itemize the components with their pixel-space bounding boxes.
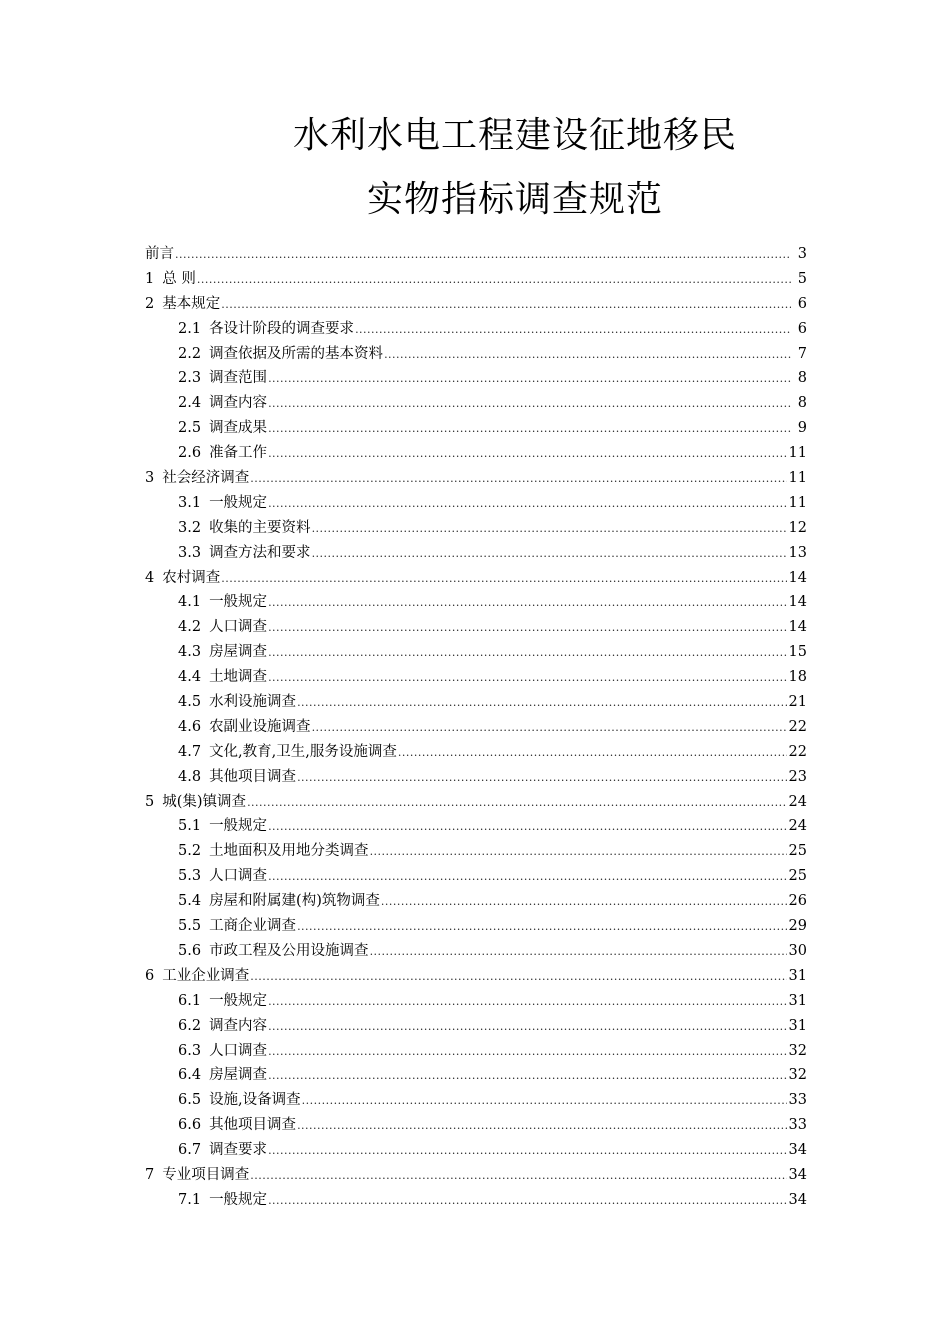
toc-entry-number: 2	[145, 295, 155, 312]
toc-dot-leader	[268, 665, 786, 690]
toc-entry-number: 4.7	[178, 743, 202, 760]
toc-entry-number: 4.8	[178, 768, 202, 785]
toc-entry-page: 25	[788, 868, 807, 885]
toc-entry-page: 6	[797, 320, 807, 337]
toc-entry-page: 11	[788, 494, 807, 511]
toc-entry-page: 8	[797, 395, 807, 412]
toc-entry-page: 33	[788, 1092, 807, 1109]
document-title-line1: 水利水电工程建设征地移民	[292, 115, 737, 156]
toc-entry[interactable]	[145, 615, 807, 640]
toc-entry-label: 房屋调查	[209, 1067, 268, 1084]
toc-dot-leader	[268, 989, 786, 1014]
toc-dot-leader	[250, 1163, 786, 1188]
toc-entry-label: 农村调查	[162, 569, 221, 586]
toc-entry[interactable]	[145, 391, 807, 416]
toc-entry-label: 人口调查	[209, 868, 268, 885]
document-title-line2: 实物指标调查规范	[366, 179, 663, 220]
toc-entry-number: 4.4	[178, 669, 202, 686]
toc-entry-label: 基本规定	[162, 295, 221, 312]
toc-entry-label: 城(集)镇调查	[162, 793, 247, 810]
toc-dot-leader	[268, 366, 791, 391]
toc-entry-page: 26	[788, 893, 807, 910]
toc-entry[interactable]	[145, 814, 807, 839]
toc-entry-label: 调查要求	[209, 1142, 268, 1159]
toc-entry-label: 收集的主要资料	[209, 519, 311, 536]
toc-entry[interactable]	[145, 790, 807, 815]
toc-entry-label: 调查内容	[209, 395, 268, 412]
toc-entry-page: 8	[797, 370, 807, 387]
toc-entry[interactable]	[145, 715, 807, 740]
toc-dot-leader	[381, 889, 787, 914]
toc-entry[interactable]	[145, 1039, 807, 1064]
toc-entry[interactable]	[145, 292, 807, 317]
toc-entry[interactable]	[145, 1188, 807, 1213]
toc-entry[interactable]	[145, 740, 807, 765]
toc-entry-number: 6.3	[178, 1042, 202, 1059]
toc-entry-label: 文化,教育,卫生,服务设施调查	[209, 743, 397, 760]
toc-entry-page: 21	[788, 694, 807, 711]
toc-entry[interactable]	[145, 366, 807, 391]
toc-dot-leader	[355, 317, 791, 342]
toc-dot-leader	[297, 690, 786, 715]
toc-dot-leader	[268, 1014, 786, 1039]
toc-dot-leader	[247, 790, 786, 815]
toc-entry-label: 各设计阶段的调查要求	[209, 320, 355, 337]
toc-entry-label: 调查范围	[209, 370, 268, 387]
toc-entry[interactable]	[145, 491, 807, 516]
toc-entry[interactable]	[145, 416, 807, 441]
toc-entry[interactable]	[145, 590, 807, 615]
toc-entry-page: 22	[788, 718, 807, 735]
toc-entry[interactable]	[145, 317, 807, 342]
toc-dot-leader	[398, 740, 787, 765]
toc-dot-leader	[268, 1063, 786, 1088]
toc-dot-leader	[297, 1113, 786, 1138]
toc-entry-page: 34	[788, 1142, 807, 1159]
toc-entry-label: 农副业设施调查	[209, 718, 311, 735]
toc-entry-page: 14	[788, 569, 807, 586]
toc-entry-page: 24	[788, 793, 807, 810]
toc-entry-number: 5.2	[178, 843, 202, 860]
toc-entry-page: 5	[797, 270, 807, 287]
toc-dot-leader	[268, 615, 786, 640]
toc-entry[interactable]	[145, 665, 807, 690]
toc-entry-label: 一般规定	[209, 992, 268, 1009]
toc-dot-leader	[297, 914, 786, 939]
toc-entry-number: 3.2	[178, 519, 202, 536]
toc-entry-number: 2.6	[178, 445, 202, 462]
toc-entry-label: 准备工作	[209, 445, 268, 462]
toc-entry-number: 6.5	[178, 1092, 202, 1109]
toc-entry-number: 7	[145, 1166, 155, 1183]
toc-dot-leader	[221, 566, 786, 591]
toc-entry-label: 专业项目调查	[162, 1166, 250, 1183]
toc-entry-label: 房屋和附属建(构)筑物调查	[209, 893, 380, 910]
toc-entry-page: 14	[788, 594, 807, 611]
toc-entry-page: 3	[797, 246, 807, 262]
toc-entry-label: 前言	[145, 246, 174, 262]
toc-entry-label: 一般规定	[209, 494, 268, 511]
toc-entry-label: 人口调查	[209, 1042, 268, 1059]
toc-dot-leader	[268, 1039, 786, 1064]
toc-entry-number: 4.6	[178, 718, 202, 735]
toc-entry-page: 22	[788, 743, 807, 760]
toc-entry[interactable]	[145, 541, 807, 566]
toc-entry-number: 2.4	[178, 395, 202, 412]
toc-entry[interactable]	[145, 466, 807, 491]
toc-entry-number: 5	[145, 793, 155, 810]
toc-entry-number: 5.6	[178, 942, 202, 959]
toc-entry-page: 31	[788, 967, 807, 984]
toc-entry-page: 32	[788, 1042, 807, 1059]
toc-entry-number: 5.3	[178, 868, 202, 885]
toc-entry-label: 市政工程及公用设施调查	[209, 942, 369, 959]
toc-entry-number: 2.3	[178, 370, 202, 387]
toc-dot-leader	[197, 267, 791, 292]
toc-entry-label: 土地调查	[209, 669, 268, 686]
toc-entry-page: 25	[788, 843, 807, 860]
toc-entry-number: 6.1	[178, 992, 202, 1009]
toc-dot-leader	[268, 491, 786, 516]
toc-dot-leader	[370, 939, 787, 964]
toc-entry-number: 2.2	[178, 345, 202, 362]
toc-entry-number: 6.7	[178, 1142, 202, 1159]
toc-entry-page: 15	[788, 644, 807, 661]
toc-entry[interactable]	[145, 1138, 807, 1163]
toc-entry-page: 12	[788, 519, 807, 536]
toc-entry[interactable]	[145, 989, 807, 1014]
toc-entry-label: 调查方法和要求	[209, 544, 311, 561]
toc-entry-label: 工业企业调查	[162, 967, 250, 984]
toc-entry-label: 一般规定	[209, 1191, 268, 1208]
toc-entry-number: 6.4	[178, 1067, 202, 1084]
toc-entry-number: 4.5	[178, 694, 202, 711]
toc-entry-page: 30	[788, 942, 807, 959]
toc-dot-leader	[268, 814, 786, 839]
toc-dot-leader	[250, 466, 786, 491]
toc-entry-number: 2.1	[178, 320, 202, 337]
toc-entry[interactable]	[145, 1063, 807, 1088]
toc-entry-page: 23	[788, 768, 807, 785]
toc-entry-number: 3.3	[178, 544, 202, 561]
toc-dot-leader	[312, 715, 787, 740]
toc-entry[interactable]	[145, 640, 807, 665]
toc-entry[interactable]	[145, 1088, 807, 1113]
toc-dot-leader	[268, 416, 791, 441]
toc-entry-page: 29	[788, 918, 807, 935]
toc-entry-label: 水利设施调查	[209, 694, 297, 711]
toc-entry-page: 14	[788, 619, 807, 636]
toc-entry[interactable]	[145, 939, 807, 964]
toc-entry[interactable]	[145, 342, 807, 367]
toc-entry-page: 34	[788, 1166, 807, 1183]
toc-dot-leader	[268, 864, 786, 889]
toc-entry[interactable]	[145, 889, 807, 914]
toc-dot-leader	[312, 541, 787, 566]
toc-entry-page: 9	[797, 420, 807, 437]
toc-entry-number: 4.1	[178, 594, 202, 611]
toc-dot-leader	[268, 1138, 786, 1163]
toc-entry-number: 5.4	[178, 893, 202, 910]
toc-entry[interactable]	[145, 839, 807, 864]
toc-entry[interactable]	[145, 566, 807, 591]
toc-dot-leader	[250, 964, 786, 989]
toc-entry-number: 4	[145, 569, 155, 586]
toc-entry[interactable]	[145, 267, 807, 292]
toc-entry[interactable]	[145, 864, 807, 889]
toc-entry-page: 11	[788, 445, 807, 462]
toc-entry-page: 33	[788, 1117, 807, 1134]
toc-entry[interactable]	[145, 441, 807, 466]
toc-entry-number: 4.2	[178, 619, 202, 636]
toc-entry-label: 社会经济调查	[162, 470, 250, 487]
toc-entry-page: 11	[788, 470, 807, 487]
toc-entry[interactable]	[145, 1113, 807, 1138]
toc-entry-number: 6	[145, 967, 155, 984]
toc-entry-label: 一般规定	[209, 818, 268, 835]
toc-dot-leader	[302, 1088, 787, 1113]
toc-entry-page: 7	[797, 345, 807, 362]
toc-entry[interactable]	[145, 964, 807, 989]
toc-entry-page: 31	[788, 1017, 807, 1034]
toc-entry-page: 32	[788, 1067, 807, 1084]
toc-entry-label: 调查依据及所需的基本资料	[209, 345, 384, 362]
toc-entry-page: 34	[788, 1191, 807, 1208]
toc-entry-label: 土地面积及用地分类调查	[209, 843, 369, 860]
toc-dot-leader	[268, 441, 786, 466]
toc-entry[interactable]	[145, 516, 807, 541]
toc-entry-label: 调查内容	[209, 1017, 268, 1034]
toc-entry-page: 18	[788, 669, 807, 686]
toc-entry[interactable]	[145, 242, 807, 267]
toc-entry-label: 其他项目调查	[209, 1117, 297, 1134]
toc-entry-page: 31	[788, 992, 807, 1009]
toc-entry-number: 7.1	[178, 1191, 202, 1208]
toc-entry-number: 5.5	[178, 918, 202, 935]
toc-entry-label: 设施,设备调查	[209, 1092, 301, 1109]
toc-entry-number: 5.1	[178, 818, 202, 835]
toc-entry[interactable]	[145, 690, 807, 715]
toc-dot-leader	[384, 342, 791, 367]
toc-entry-number: 4.3	[178, 644, 202, 661]
toc-dot-leader	[268, 1188, 786, 1213]
toc-entry-number: 3.1	[178, 494, 202, 511]
toc-dot-leader	[312, 516, 787, 541]
toc-dot-leader	[221, 292, 791, 317]
toc-entry-page: 13	[788, 544, 807, 561]
toc-entry[interactable]	[145, 1014, 807, 1039]
toc-entry-number: 2.5	[178, 420, 202, 437]
toc-dot-leader	[268, 391, 791, 416]
toc-entry-page: 24	[788, 818, 807, 835]
toc-entry-label: 总 则	[162, 270, 196, 287]
toc-entry-label: 其他项目调查	[209, 768, 297, 785]
toc-entry-label: 调查成果	[209, 420, 268, 437]
toc-dot-leader	[268, 590, 786, 615]
toc-entry-page: 6	[797, 295, 807, 312]
table-of-contents	[145, 242, 807, 1213]
toc-dot-leader	[370, 839, 787, 864]
toc-dot-leader	[175, 242, 791, 267]
toc-entry-label: 一般规定	[209, 594, 268, 611]
toc-entry-number: 1	[145, 270, 155, 287]
toc-entry[interactable]	[145, 1163, 807, 1188]
toc-entry[interactable]	[145, 765, 807, 790]
toc-entry-number: 3	[145, 470, 155, 487]
toc-entry-number: 6.2	[178, 1017, 202, 1034]
toc-entry-label: 人口调查	[209, 619, 268, 636]
toc-entry-label: 工商企业调查	[209, 918, 297, 935]
toc-dot-leader	[268, 640, 786, 665]
toc-entry[interactable]	[145, 914, 807, 939]
toc-entry-label: 房屋调查	[209, 644, 268, 661]
toc-entry-number: 6.6	[178, 1117, 202, 1134]
toc-dot-leader	[297, 765, 786, 790]
